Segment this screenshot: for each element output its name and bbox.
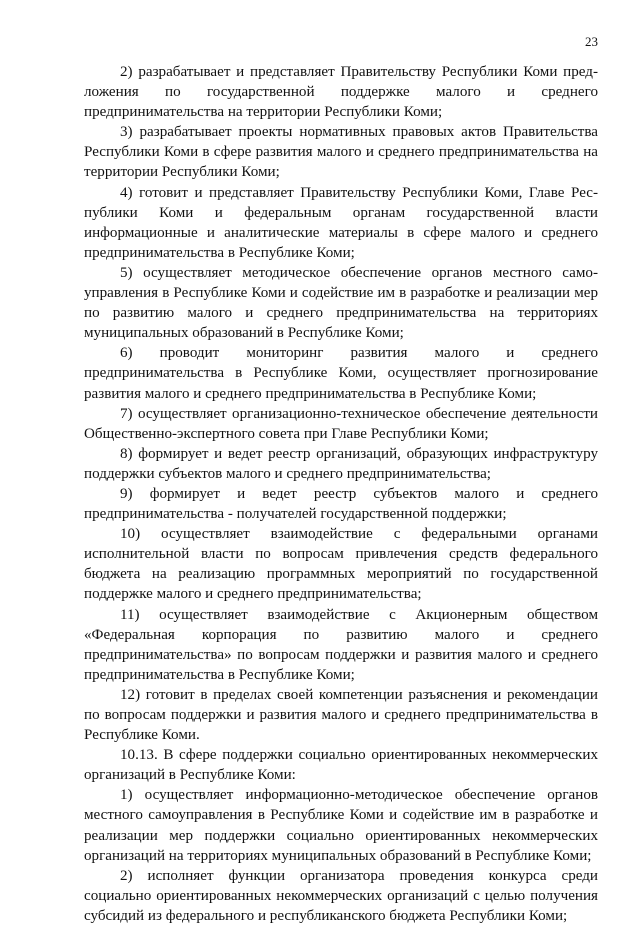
document-body	[84, 62, 598, 926]
paragraph: 7) осуществляет организационно-техническое обеспечение деятельности Общественно-экспертного совета при Главе Республики Коми;	[84, 405, 598, 442]
paragraph: 11) осуществляет взаимодействие с Акционерным обществом «Федеральная корпорация по развитию малого и среднего предпринимательства» по вопросам поддержки и развития малого и среднего предпринимательства в Республике Коми;	[84, 606, 598, 683]
paragraph: 2) исполняет функции организатора проведения конкурса среди социально ориентированных некоммерческих организаций с целью получения субсидий из федерального и республиканского бюджета Республики Коми;	[84, 867, 598, 924]
paragraph: 3) разрабатывает проекты нормативных правовых актов Правительства Республики Коми в сфере развития малого и среднего предпринимательства на территории Республики Коми;	[84, 124, 598, 181]
paragraph: 5) осуществляет методическое обеспечение органов местного самоуправления в Республике Коми и содействие им в разработке и реализации мер по развитию малого и среднего предпринимательства на территориях муниципальных образований в Республике Коми;	[84, 264, 598, 342]
paragraph: 12) готовит в пределах своей компетенции разъяснения и рекомендации по вопросам поддержки и развития малого и среднего предпринимательства в Республике Коми.	[84, 686, 598, 744]
paragraph: 4) готовит и представляет Правительству Республики Коми, Главе Республики Коми и федеральным органам государственной власти информационные и аналитические материалы в сфере малого и среднего предпринимательства в Республике Коми;	[84, 184, 598, 261]
section-heading: 10.13. В сфере поддержки социально ориентированных некоммерческих организаций в Республике Коми:	[84, 747, 598, 784]
page-number: 23	[585, 34, 598, 49]
paragraph: 10) осуществляет взаимодействие с федеральными органами исполнительной власти по вопросам привлечения средств федерального бюджета на реализацию программных мероприятий по государственной поддержке малого и среднего предпринимательства;	[84, 526, 598, 603]
paragraph: 1) осуществляет информационно-методическое обеспечение органов местного самоуправления в Республике Коми и содействие им в разработке и реализации мер поддержки социально ориентированных некоммерческих организаций на территориях муниципальных образований в Республике Коми;	[84, 787, 598, 864]
paragraph: 6) проводит мониторинг развития малого и среднего предпринимательства в Республике Коми, осуществляет прогнозирование развития малого и среднего предпринимательства в Республике Коми;	[84, 345, 598, 402]
paragraph: 2) разрабатывает и представляет Правительству Республики Коми предложения по государственной поддержке малого и среднего предпринимательства на территории Республики Коми;	[84, 64, 598, 121]
paragraph: 9) формирует и ведет реестр субъектов малого и среднего предпринимательства - получателей государственной поддержки;	[84, 485, 598, 523]
paragraph: 8) формирует и ведет реестр организаций, образующих инфраструктуру поддержки субъектов малого и среднего предпринимательства;	[84, 445, 598, 482]
